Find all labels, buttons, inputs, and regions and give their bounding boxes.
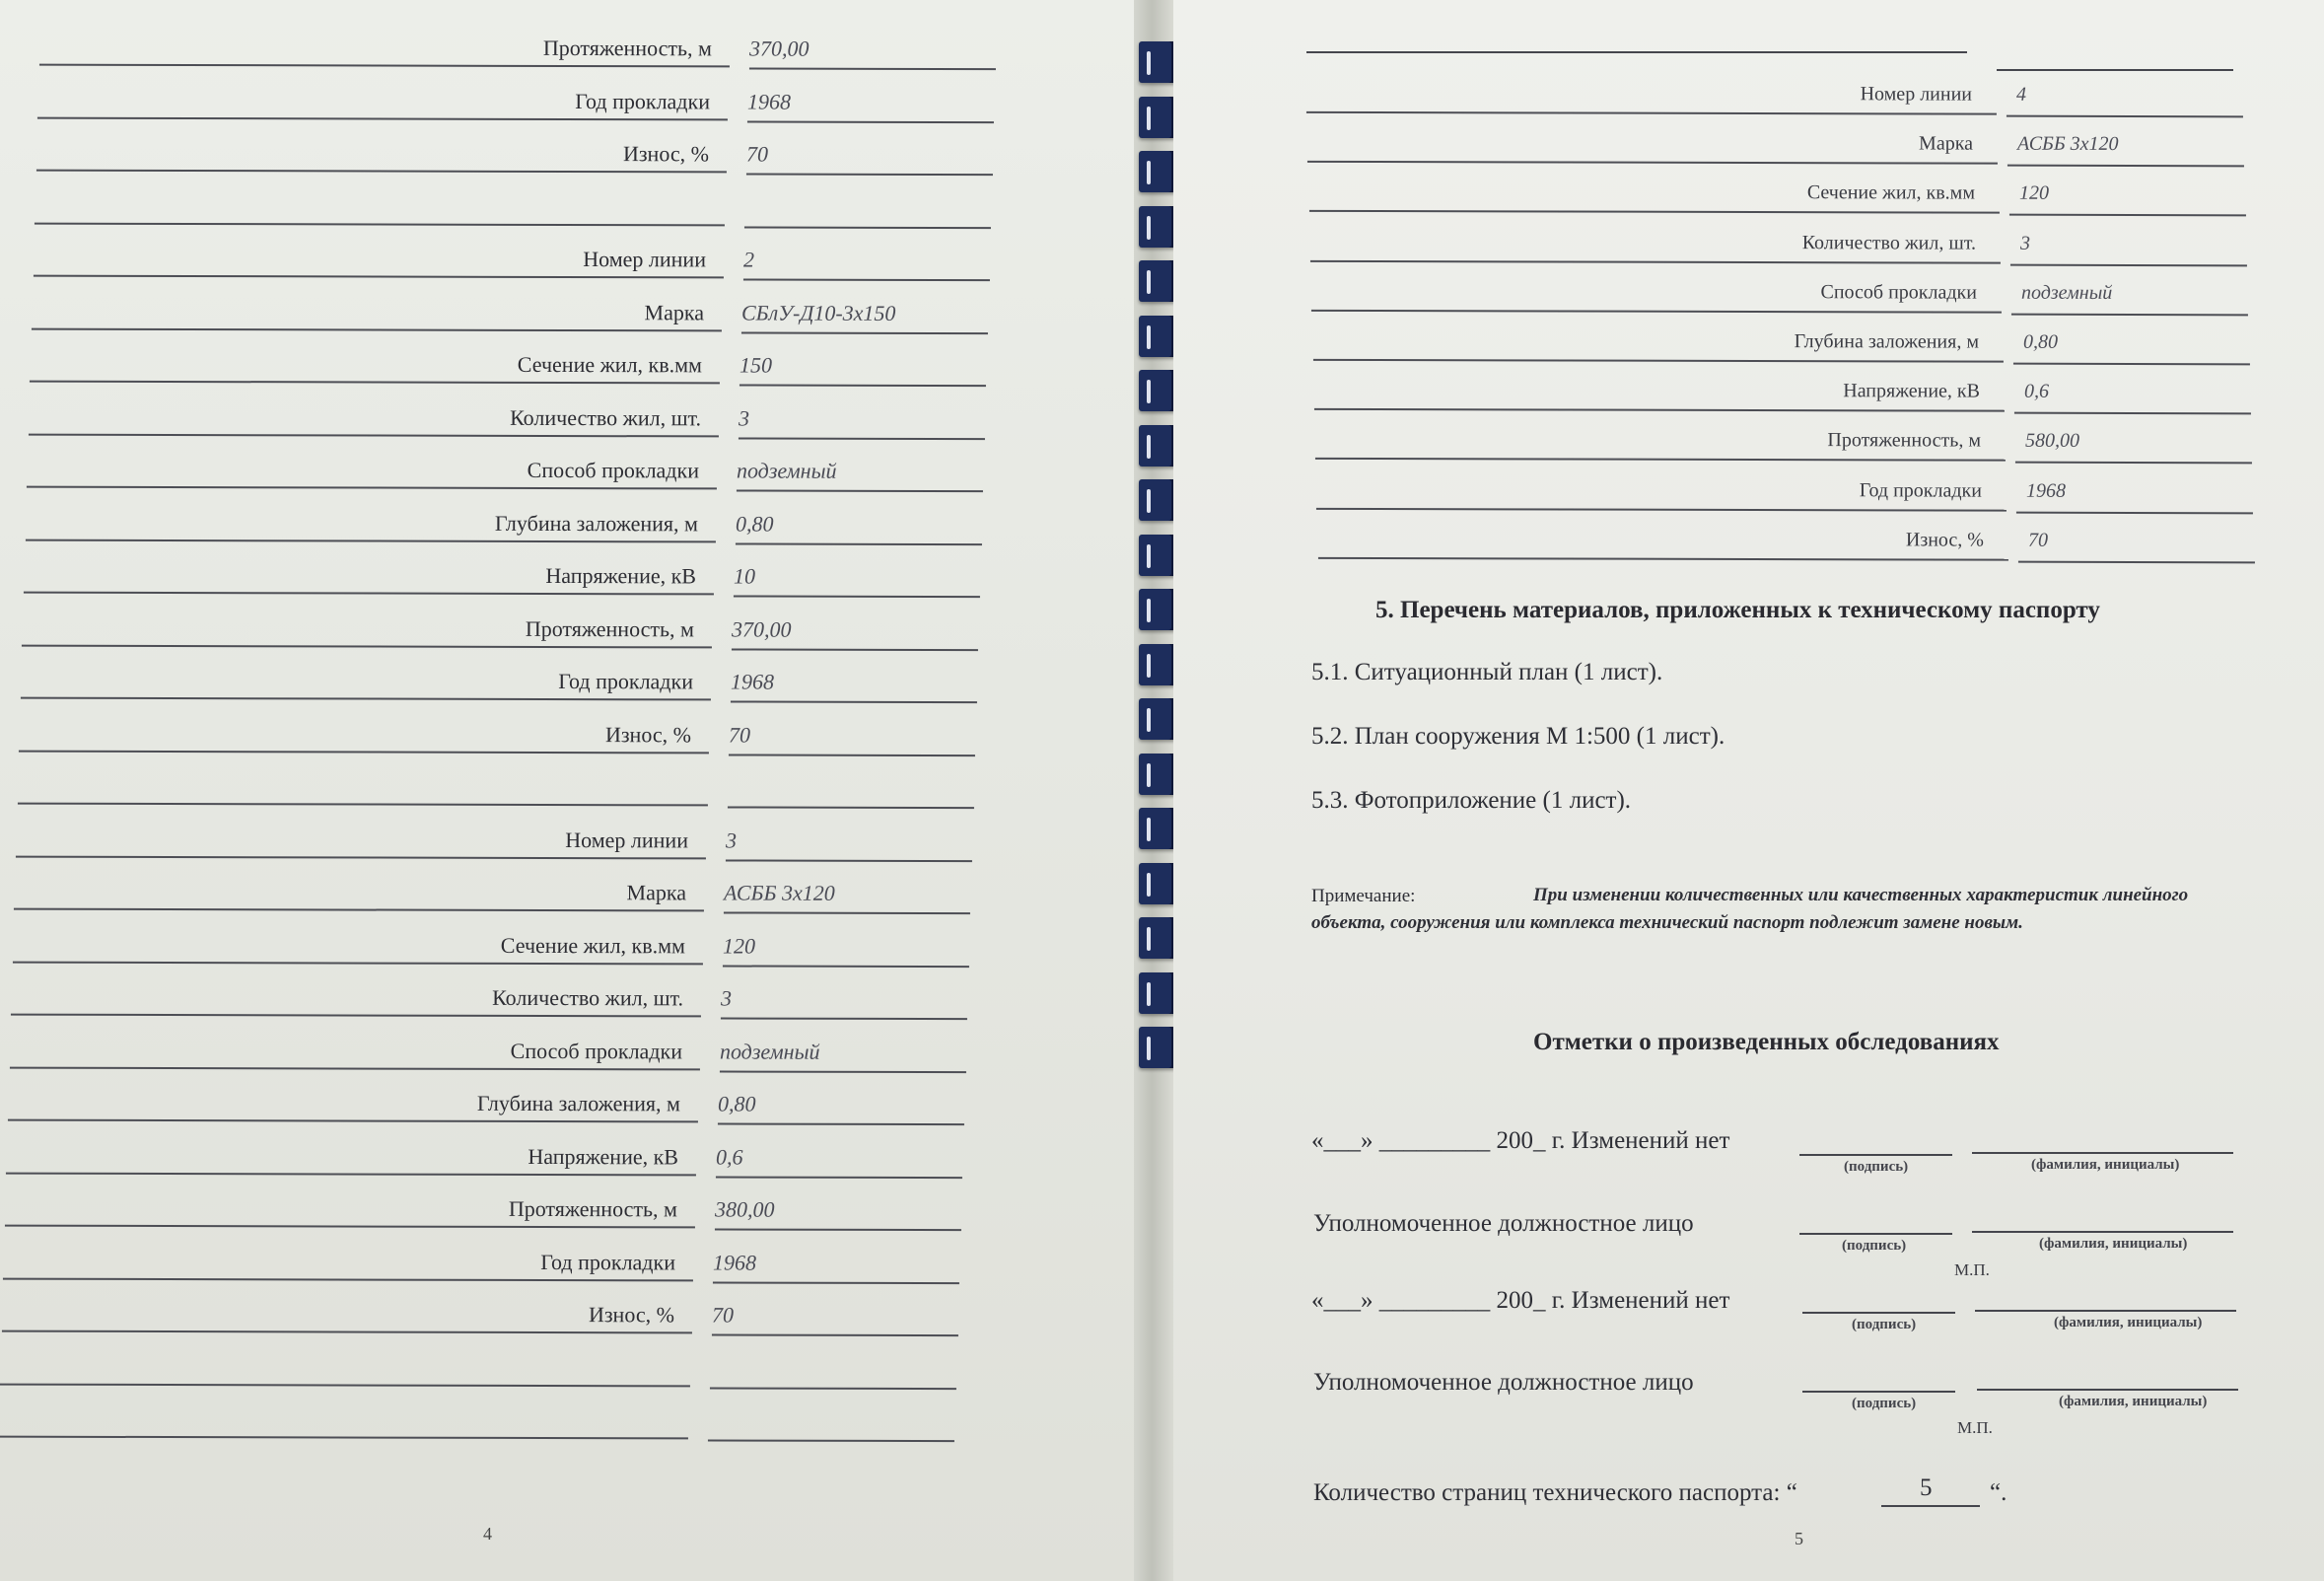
field-label: Сечение жил, кв.мм [1806, 181, 1976, 204]
binding-ring [1139, 972, 1176, 1014]
signature-caption: (подпись) [1852, 1396, 1917, 1411]
binding-ring [1139, 425, 1176, 467]
value-rule [2007, 115, 2243, 118]
label-rule [18, 803, 708, 807]
field-label: Напряжение, кВ [545, 562, 697, 589]
label-rule [37, 116, 728, 120]
field-label: Способ прокладки [510, 1038, 683, 1063]
passport-row [0, 862, 1108, 918]
value-rule [746, 173, 993, 176]
field-value: 3 [2019, 232, 2031, 254]
field-value: 370,00 [748, 36, 810, 61]
label-rule [29, 433, 719, 437]
binding-ring [1139, 151, 1176, 192]
value-rule [741, 331, 988, 334]
field-value: 380,00 [714, 1196, 775, 1222]
binding-ring [1139, 1027, 1176, 1068]
field-label: Протяженность, м [508, 1195, 678, 1222]
passport-row [1182, 414, 2324, 467]
label-rule [3, 1277, 693, 1281]
label-rule [1310, 259, 2001, 263]
passport-row [0, 599, 1116, 655]
value-rule [2018, 560, 2255, 563]
value-rule [708, 1439, 954, 1442]
value-rule [734, 595, 980, 598]
signature-line [1802, 1391, 1955, 1393]
passport-row [0, 334, 1124, 391]
field-label: Год прокладки [575, 88, 711, 113]
binding-ring [1139, 754, 1176, 795]
material-item: 5.2. План сооружения М 1:500 (1 лист). [1311, 723, 1725, 750]
field-value: 0,80 [717, 1091, 756, 1116]
binding-ring [1139, 97, 1176, 138]
passport-row [1178, 265, 2324, 318]
field-label: Глубина заложения, м [476, 1090, 681, 1116]
signature-caption: (подпись) [1842, 1238, 1907, 1254]
field-value: 1968 [730, 669, 775, 694]
field-label: Протяженность, м [542, 35, 713, 61]
label-rule [5, 1225, 695, 1229]
page-count-value: 5 [1920, 1474, 1933, 1501]
page-number: 4 [483, 1524, 492, 1544]
label-rule [36, 170, 727, 174]
passport-row [0, 18, 1134, 74]
note-text: При изменении количественных или качественных характеристик линейного объекта, сооружения или комплекса технический паспорт подлежит замене новым. [1311, 885, 2189, 933]
field-label: Износ, % [1905, 529, 1985, 551]
passport-row [0, 545, 1118, 602]
label-rule [24, 592, 714, 596]
label-rule [19, 750, 709, 754]
field-value: подземный [719, 1038, 820, 1064]
field-label: Количество жил, шт. [510, 404, 702, 430]
label-rule [1315, 458, 2006, 462]
value-rule [2015, 462, 2252, 465]
label-rule [11, 1014, 701, 1018]
field-value: 120 [722, 932, 756, 959]
label-rule [1318, 557, 2008, 561]
label-rule [1316, 507, 2007, 511]
passport-row [1185, 513, 2324, 565]
field-label: Марка [626, 880, 687, 905]
label-rule [1309, 210, 2000, 214]
name-caption: (фамилия, инициалы) [2054, 1315, 2203, 1330]
field-value: 1968 [712, 1249, 757, 1275]
field-label: Протяженность, м [525, 615, 695, 641]
field-value: 0,80 [735, 510, 774, 537]
passport-row [0, 810, 1110, 866]
header-rule [1306, 51, 1967, 53]
passport-row [0, 915, 1107, 971]
field-value: 10 [733, 563, 756, 589]
field-label: Напряжение, кВ [528, 1143, 679, 1169]
field-label: Напряжение, кВ [1843, 380, 1981, 402]
label-rule [14, 908, 704, 912]
passport-row [0, 1390, 1092, 1446]
value-rule [747, 120, 994, 123]
passport-row [1183, 464, 2324, 516]
binding-ring [1139, 316, 1176, 357]
passport-row [0, 71, 1132, 127]
binding-ring [1139, 808, 1176, 849]
passport-row [0, 968, 1105, 1024]
value-rule [2016, 511, 2253, 514]
passport-row [0, 282, 1126, 338]
value-rule [2007, 165, 2244, 168]
binding-ring [1139, 917, 1176, 959]
binding-ring [1139, 206, 1176, 248]
field-value: 70 [745, 141, 769, 167]
label-rule [22, 644, 712, 648]
value-rule [713, 1281, 959, 1284]
signature-line [1799, 1154, 1952, 1156]
passport-row [0, 1126, 1100, 1183]
binding-ring [1139, 698, 1176, 740]
label-rule [2, 1330, 692, 1334]
passport-row [0, 756, 1112, 813]
label-rule [10, 1066, 700, 1070]
name-caption: (фамилия, инициалы) [2031, 1157, 2180, 1173]
label-rule [1306, 111, 1997, 115]
field-label: Сечение жил, кв.мм [517, 351, 703, 378]
field-value: 120 [2018, 182, 2050, 205]
label-rule [21, 697, 711, 701]
field-value: 370,00 [731, 615, 792, 642]
value-rule [736, 542, 982, 545]
value-rule [2010, 263, 2247, 266]
field-value: 0,80 [2022, 330, 2059, 353]
label-rule [26, 539, 716, 542]
signature-line [1799, 1233, 1952, 1235]
field-label: Количество жил, шт. [1801, 231, 1977, 254]
passport-row [0, 1179, 1099, 1235]
field-label: Номер линии [583, 247, 707, 272]
label-rule [1307, 161, 1998, 165]
value-rule [712, 1333, 958, 1336]
value-rule [723, 965, 969, 968]
name-line [1972, 1231, 2233, 1233]
value-rule [729, 754, 975, 756]
field-label: Износ, % [588, 1302, 675, 1328]
field-value: АСББ 3х120 [723, 880, 835, 905]
passport-row [0, 177, 1129, 233]
field-label: Износ, % [622, 141, 710, 167]
label-rule [32, 327, 722, 331]
value-rule [724, 911, 970, 914]
materials-section-title: 5. Перечень материалов, приложенных к техническому паспорту [1375, 597, 2100, 623]
field-value: 70 [711, 1302, 735, 1328]
field-label: Номер линии [565, 826, 689, 852]
passport-row [0, 493, 1120, 549]
passport-row [1177, 216, 2324, 268]
passport-row [0, 1337, 1094, 1394]
value-rule [721, 1017, 967, 1020]
field-label: Год прокладки [558, 669, 694, 694]
note-label: Примечание: [1311, 886, 1416, 906]
value-rule [737, 489, 983, 492]
field-value: 70 [2027, 529, 2049, 551]
field-label: Количество жил, шт. [492, 984, 684, 1011]
value-rule [710, 1387, 956, 1390]
value-rule [749, 67, 996, 70]
name-line [1977, 1389, 2238, 1391]
value-rule [744, 226, 991, 229]
label-rule [27, 486, 717, 490]
signature-line [1802, 1312, 1955, 1314]
passport-row [1181, 365, 2324, 417]
value-rule [731, 700, 977, 703]
field-label: Марка [644, 299, 705, 324]
field-label: Протяженность, м [1827, 429, 1982, 452]
field-label: Способ прокладки [527, 457, 700, 483]
value-rule [739, 437, 985, 440]
passport-row [0, 704, 1113, 760]
passport-row [1173, 67, 2324, 119]
passport-row [0, 651, 1115, 707]
label-rule [30, 381, 720, 385]
official-label: Уполномоченное должностное лицо [1313, 1369, 1694, 1396]
passport-row [0, 1232, 1097, 1288]
signature-caption: (подпись) [1852, 1317, 1917, 1332]
field-label: Марка [1919, 132, 1974, 155]
value-rule [2009, 214, 2246, 217]
field-value: 2 [742, 247, 755, 272]
passport-row [0, 440, 1121, 496]
label-rule [6, 1172, 696, 1176]
label-rule [1311, 310, 2002, 314]
passport-row [0, 388, 1123, 444]
name-caption: (фамилия, инициалы) [2059, 1394, 2208, 1409]
field-value: 3 [725, 826, 738, 853]
field-label: Износ, % [604, 721, 692, 747]
binding-ring [1139, 863, 1176, 904]
field-value: 1968 [746, 88, 792, 114]
field-label: Год прокладки [1859, 478, 1983, 502]
field-value: СБлУ-Д10-3х150 [740, 299, 896, 325]
inspection-date-line: «___» _________ 200_ г. Изменений нет [1311, 1287, 1730, 1314]
field-value: подземный [736, 458, 837, 483]
field-label: Глубина заложения, м [494, 510, 699, 536]
value-rule [716, 1176, 962, 1179]
page-number: 5 [1795, 1529, 1803, 1548]
binding-ring [1139, 479, 1176, 521]
right-page [1173, 0, 2324, 1581]
name-line [1972, 1152, 2233, 1154]
value-rule [2011, 313, 2248, 316]
inspections-title: Отметки о произведенных обследованиях [1533, 1029, 2000, 1055]
label-rule [39, 64, 730, 68]
binding-ring [1139, 644, 1176, 685]
name-caption: (фамилия, инициалы) [2039, 1236, 2188, 1252]
inspection-date-line: «___» _________ 200_ г. Изменений нет [1311, 1127, 1730, 1154]
page-count-label: Количество страниц технического паспорта: “ [1313, 1479, 1797, 1506]
passport-row [0, 123, 1131, 180]
label-rule [1313, 359, 2004, 363]
label-rule [34, 275, 724, 279]
binding-ring [1139, 589, 1176, 630]
value-rule [728, 806, 974, 809]
field-label: Номер линии [1860, 83, 1973, 106]
passport-row [1176, 167, 2324, 219]
field-label: Сечение жил, кв.мм [500, 932, 686, 958]
passport-row [0, 1021, 1104, 1077]
value-rule [715, 1228, 961, 1231]
value-rule [743, 278, 990, 281]
official-label: Уполномоченное должностное лицо [1313, 1210, 1694, 1237]
passport-row [0, 229, 1128, 285]
field-value: 3 [738, 404, 750, 431]
binding-ring [1139, 41, 1176, 83]
field-value: 580,00 [2024, 430, 2080, 453]
value-rule [720, 1070, 966, 1073]
label-rule [13, 961, 703, 965]
binding-ring [1139, 370, 1176, 411]
header-rule [1997, 69, 2233, 71]
value-rule [718, 1122, 964, 1125]
label-rule [0, 1383, 690, 1387]
passport-row [1174, 117, 2324, 170]
value-rule [2014, 412, 2251, 415]
passport-row [1180, 315, 2324, 367]
stamp-mark: М.П. [1954, 1260, 1990, 1279]
field-value: 0,6 [2023, 380, 2050, 402]
page-count-underline [1881, 1505, 1980, 1507]
field-value: 0,6 [715, 1143, 743, 1170]
field-value: 3 [720, 985, 733, 1011]
stamp-mark: М.П. [1957, 1418, 1993, 1437]
field-label: Способ прокладки [1820, 280, 1978, 304]
value-rule [739, 384, 986, 387]
field-value: 1968 [2025, 479, 2067, 502]
material-item: 5.1. Ситуационный план (1 лист). [1311, 659, 1663, 685]
material-item: 5.3. Фотоприложение (1 лист). [1311, 787, 1632, 814]
field-value: АСББ 3х120 [2016, 132, 2119, 156]
signature-caption: (подпись) [1844, 1159, 1909, 1175]
label-rule [0, 1436, 688, 1440]
field-value: 150 [739, 352, 773, 378]
label-rule [1314, 408, 2005, 412]
field-value: 4 [2015, 83, 2027, 106]
value-rule [726, 859, 972, 862]
label-rule [8, 1119, 698, 1123]
binding-ring [1139, 260, 1176, 302]
binding-ring [1139, 535, 1176, 576]
value-rule [2013, 363, 2250, 366]
field-value: 70 [728, 721, 751, 748]
page-count-close: “. [1990, 1479, 2007, 1506]
field-label: Год прокладки [540, 1249, 676, 1274]
field-value: подземный [2020, 281, 2113, 304]
label-rule [16, 855, 706, 859]
label-rule [35, 222, 725, 226]
passport-row [0, 1073, 1102, 1129]
name-line [1975, 1310, 2236, 1312]
passport-row [0, 1284, 1096, 1340]
value-rule [732, 648, 978, 651]
left-page [0, 0, 1134, 1581]
field-label: Глубина заложения, м [1794, 330, 1980, 353]
